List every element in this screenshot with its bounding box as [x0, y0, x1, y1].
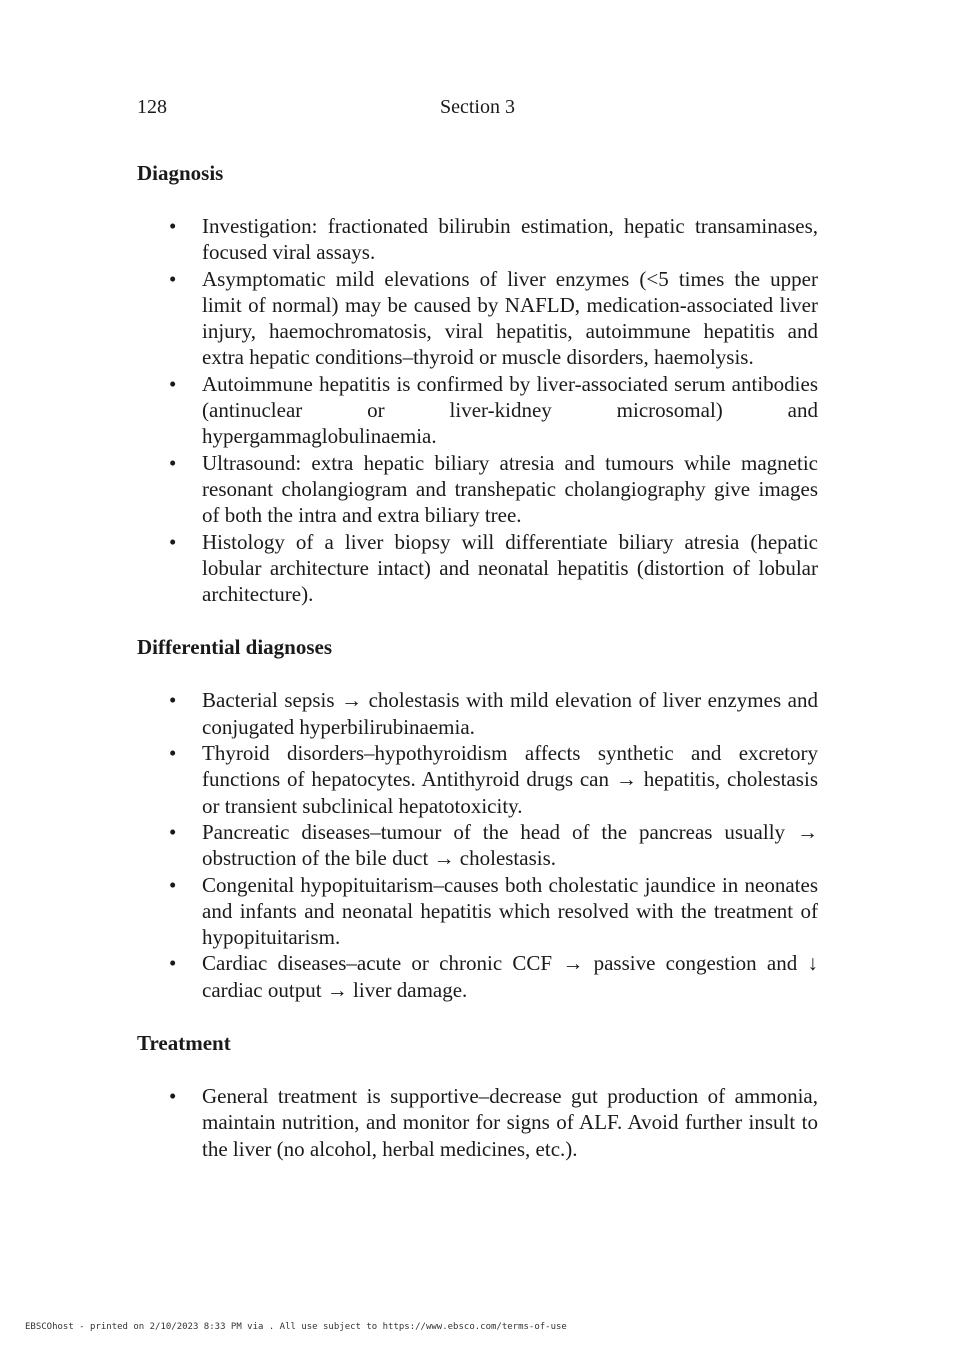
- bullet-list: [137, 687, 818, 1003]
- list-item: [169, 371, 818, 450]
- list-item: [169, 529, 818, 608]
- bullet-icon: •: [169, 266, 177, 291]
- list-item: [169, 1083, 818, 1162]
- bullet-list: [137, 1083, 818, 1162]
- running-head: Section 3: [440, 96, 515, 118]
- list-item-text: Bacterial sepsis → cholestasis with mild elevation of liver enzymes and conjugated hyperbilirubinaemia.: [202, 688, 818, 739]
- list-item-text: Pancreatic diseases–tumour of the head of the pancreas usually → obstruction of the bile duct → cholestasis.: [202, 819, 818, 871]
- list-item-text: Autoimmune hepatitis is confirmed by liver-associated serum antibodies (antinuclear or liver-kidney microsomal) and hypergammaglobulinaemia.: [202, 371, 818, 449]
- bullet-icon: •: [169, 741, 177, 766]
- bullet-icon: •: [169, 371, 177, 396]
- list-item-text: Asymptomatic mild elevations of liver enzymes (<5 times the upper limit of normal) may be caused by NAFLD, medication-associated liver injury, haemochromatosis, viral hepatitis, autoimmune hepatitis and extra hepatic conditions–thyroid or muscle disorders, haemolysis.: [202, 266, 818, 370]
- list-item: [169, 450, 818, 529]
- print-footer: EBSCOhost - printed on 2/10/2023 8:33 PM via . All use subject to https://www.ebsco.com/terms-of-use: [25, 1322, 567, 1332]
- section-heading: Diagnosis: [137, 161, 224, 185]
- list-item-text: Congenital hypopituitarism–causes both cholestatic jaundice in neonates and infants and neonatal hepatitis which resolved with the treatment of hypopituitarism.: [202, 872, 818, 950]
- list-item: [169, 213, 818, 266]
- bullet-icon: •: [169, 688, 177, 713]
- list-item: [169, 950, 818, 1003]
- bullet-icon: •: [169, 872, 177, 897]
- bullet-icon: •: [169, 819, 177, 844]
- list-item-text: Histology of a liver biopsy will differentiate biliary atresia (hepatic lobular architecture intact) and neonatal hepatitis (distortion of lobular architecture).: [202, 529, 818, 607]
- section-diagnosis: [137, 160, 818, 607]
- page-number: 128: [137, 96, 167, 118]
- list-item-text: Cardiac diseases–acute or chronic CCF → passive congestion and ↓ cardiac output → liver damage.: [202, 951, 818, 1002]
- section-treatment: [137, 1030, 818, 1162]
- bullet-icon: •: [169, 1084, 177, 1109]
- list-item: [169, 819, 818, 872]
- list-item: [169, 872, 818, 951]
- list-item: [169, 266, 818, 371]
- bullet-icon: •: [169, 529, 177, 554]
- list-item-text: Thyroid disorders–hypothyroidism affects synthetic and excretory functions of hepatocytes. Antithyroid drugs can → hepatitis, cholestasis or transient subclinical hepatotoxicity.: [202, 741, 818, 818]
- list-item-text: General treatment is supportive–decrease gut production of ammonia, maintain nutrition, and monitor for signs of ALF. Avoid further insult to the liver (no alcohol, herbal medicines, etc.).: [202, 1084, 818, 1161]
- bullet-list: [137, 213, 818, 607]
- section-heading: Differential diagnoses: [137, 635, 333, 660]
- section-heading: Treatment: [137, 1031, 231, 1056]
- bullet-icon: •: [169, 450, 177, 475]
- page-body: [137, 160, 818, 1189]
- section-differential-diagnoses: [137, 634, 818, 1003]
- bullet-icon: •: [169, 951, 177, 976]
- bullet-icon: •: [169, 214, 177, 238]
- list-item-text: Ultrasound: extra hepatic biliary atresia and tumours while magnetic resonant cholangiogram and transhepatic cholangiography give images of both the intra and extra biliary tree.: [202, 450, 818, 528]
- list-item-text: Investigation: fractionated bilirubin estimation, hepatic transaminases, focused viral assays.: [202, 214, 818, 265]
- list-item: [169, 740, 818, 819]
- list-item: [169, 687, 818, 740]
